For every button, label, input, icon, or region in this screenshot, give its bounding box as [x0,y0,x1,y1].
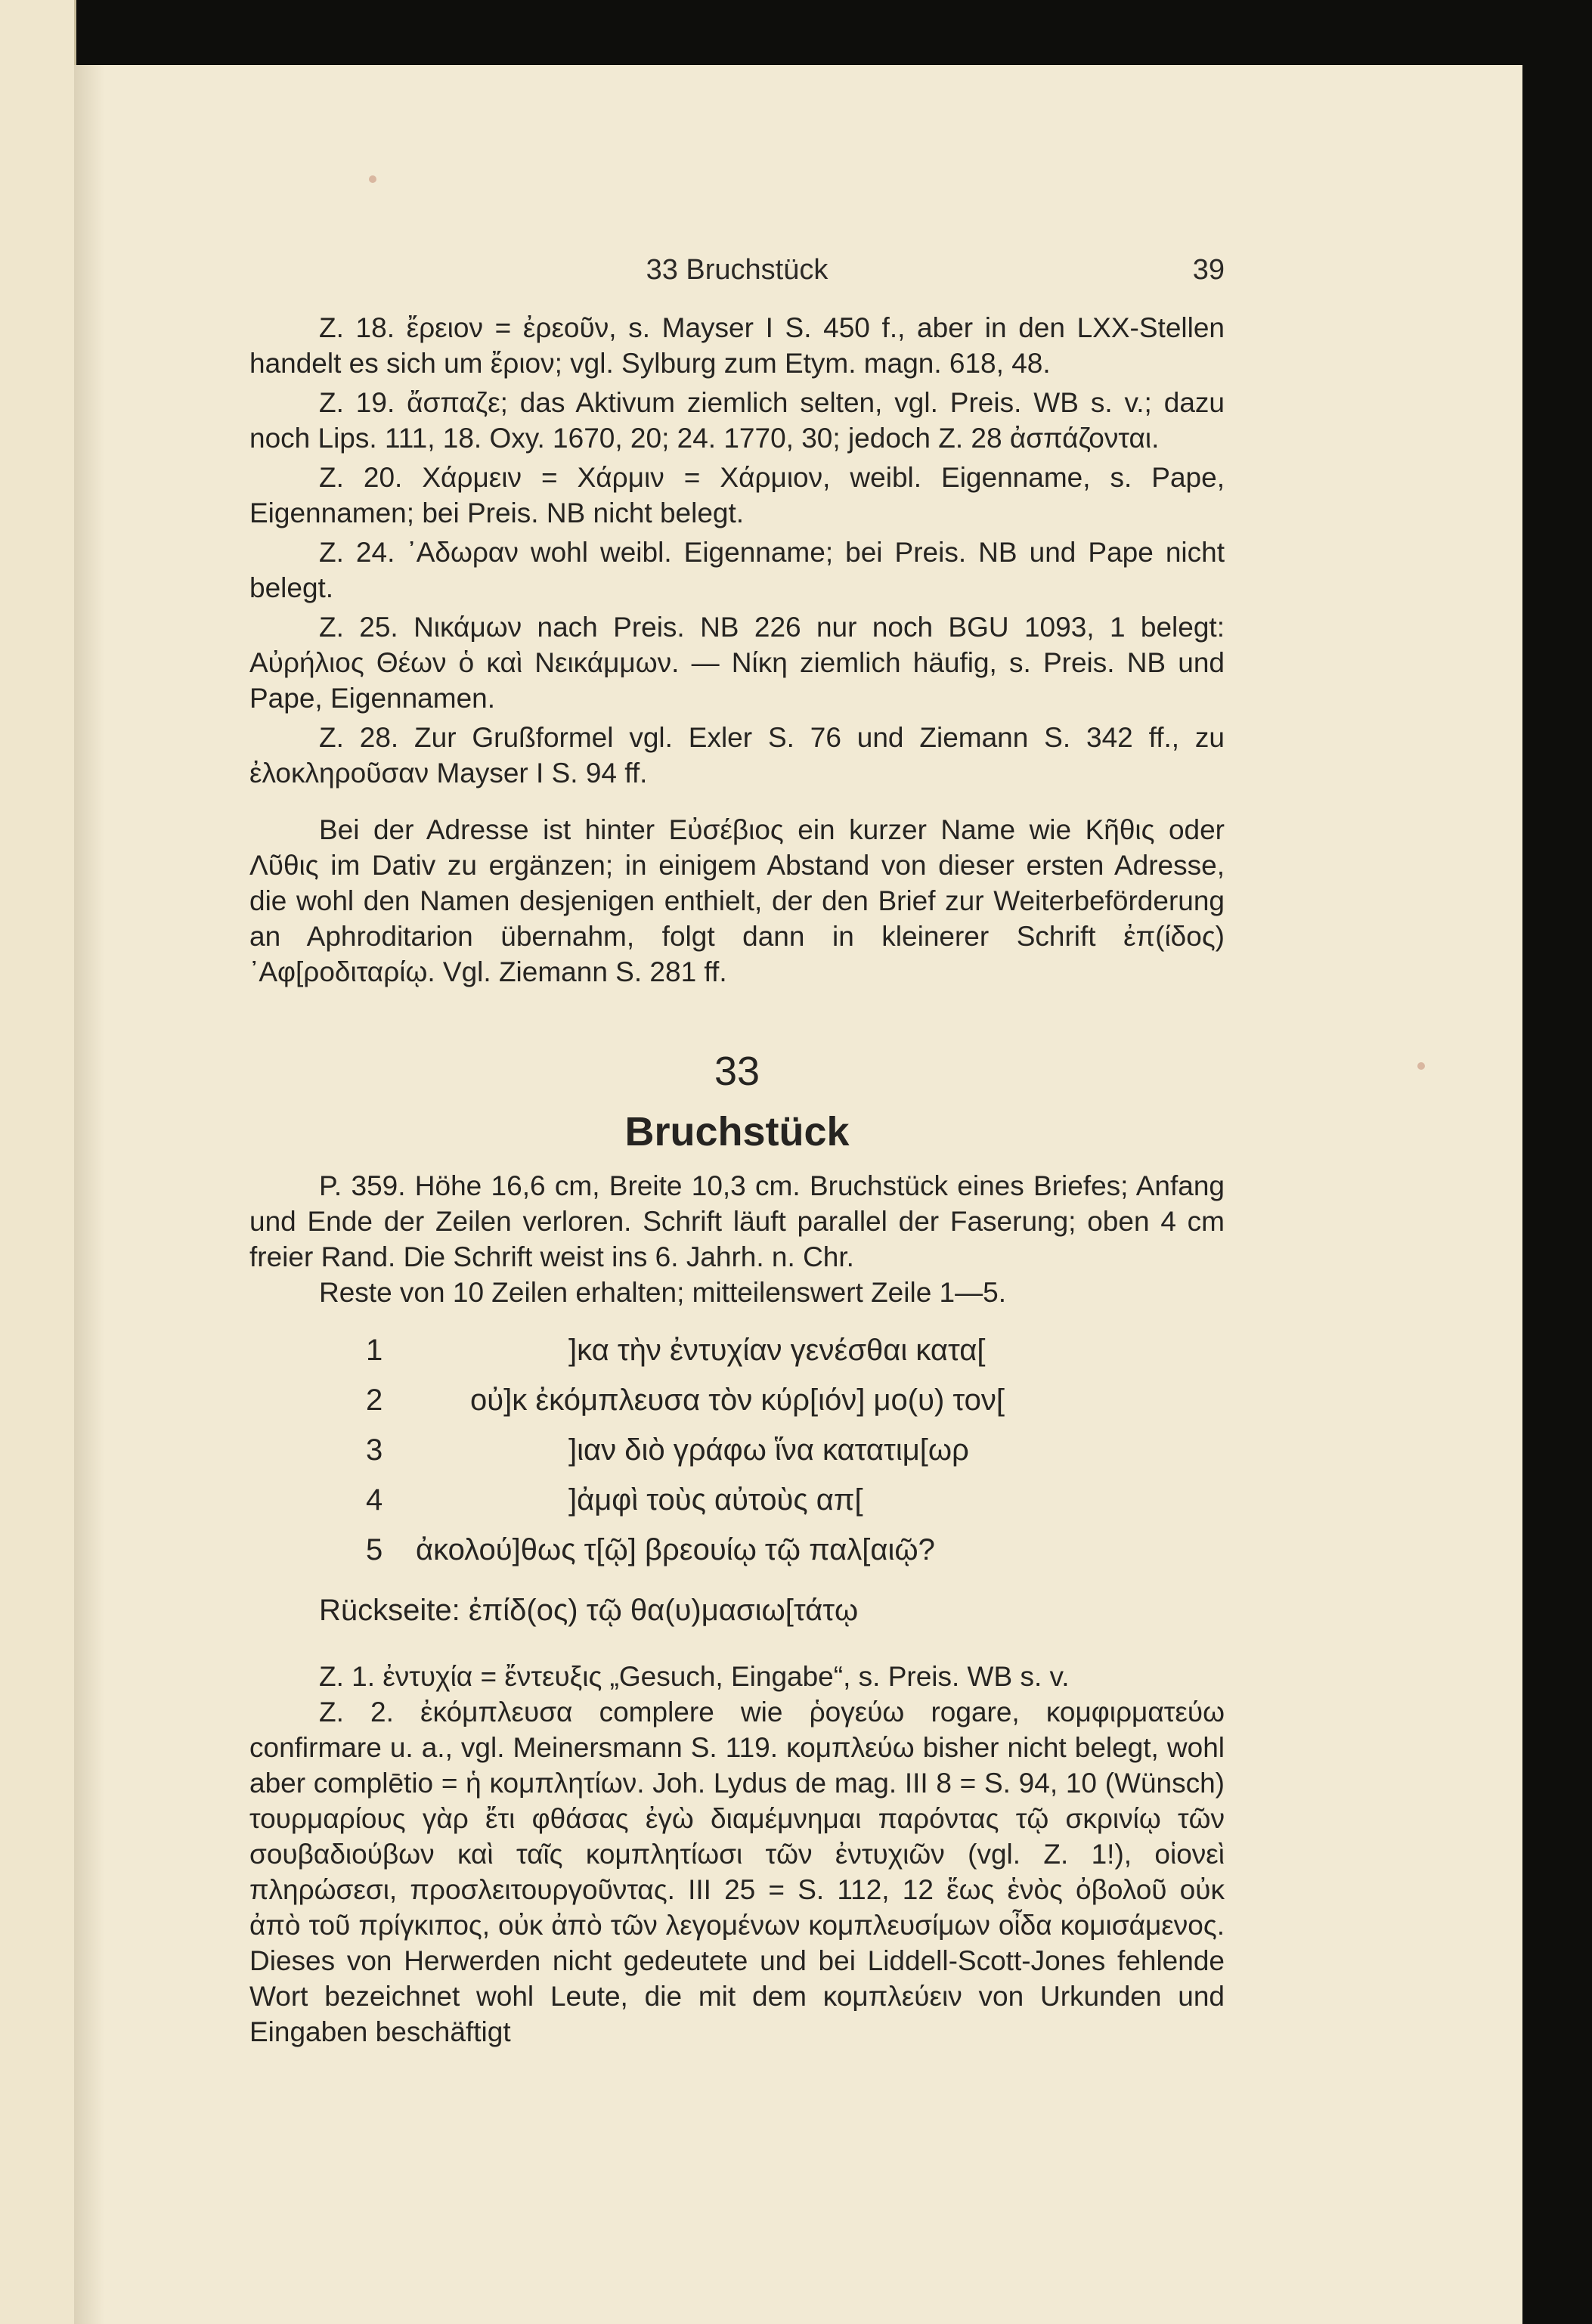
page-content [249,310,1225,2050]
note-z24: Z. 24. ᾿Αδωραν wohl weibl. Eigenname; bei Preis. NB und Pape nicht belegt. [249,537,1225,603]
line-number: 1 [366,1334,383,1367]
line-number: 2 [366,1384,383,1417]
greek-line [249,1333,1225,1383]
paper-spot [369,175,376,183]
running-title: 33 Bruchstück [646,254,829,286]
note-z28: Z. 28. Zur Grußformel vgl. Exler S. 76 und Ziemann S. 342 ff., zu ἐλοκληροῦσαν Mayser I S. 94 ff. [249,722,1225,789]
line-text: ]ιαν διὸ γράφω ἵνα κατατιμ[ωρ [568,1433,969,1467]
spine-shadow [74,65,104,2324]
section-number: 33 [714,1049,760,1094]
line-text: ]κα τὴν ἐντυχίαν γενέσθαι κατα[ [568,1334,986,1367]
greek-line [249,1383,1225,1433]
greek-text-lines [249,1333,1225,1582]
page-number: 39 [1192,254,1225,286]
section-title: Bruchstück [624,1109,850,1154]
paper-spot [1417,1062,1425,1070]
address-paragraph: Bei der Adresse ist hinter Εὐσέβιος ein kurzer Name wie Κῆθις oder Λῦθις im Dativ zu ergänzen; in einigem Abstand von dieser ersten Adresse, die wohl den Namen desjenigen enthielt, der den Brief zur Weiterbeförderung an Aphroditarion übernahm, folgt dann in kleinerer Schrift ἐπ(ίδος) ᾿Αφ[ροδιταρίῳ. Vgl. Ziemann S. 281 ff. [249,814,1225,987]
verso-line: Rückseite: ἐπίδ(ος) τῷ θα(υ)μασιω[τάτῳ [319,1594,859,1627]
line-text: ]ἀμφὶ τοὺς αὐτοὺς απ[ [568,1483,863,1517]
section-intro: P. 359. Höhe 16,6 cm, Breite 10,3 cm. Bruchstück eines Briefes; Anfang und Ende der Zeilen verloren. Schrift läuft parallel der Faserung; oben 4 cm freier Rand. Die Schrift weist ins 6. Jahrh. n. Chr. [249,1170,1225,1272]
greek-line [249,1532,1225,1582]
note-z20: Z. 20. Χάρμειν = Χάρμιν = Χάρμιον, weibl. Eigenname, s. Pape, Eigennamen; bei Preis. NB nicht belegt. [249,462,1225,528]
line-number: 3 [366,1433,383,1467]
section-intro-lines: Reste von 10 Zeilen erhalten; mitteilenswert Zeile 1—5. [319,1277,1006,1308]
line-text: ἀκολού]θως τ[ῷ] βρεουίῳ τῷ παλ[αιῷ? [416,1533,935,1566]
line-number: 5 [366,1533,383,1566]
commentary-z2: Z. 2. ἐκόμπλευσα complere wie ῥογεύω rogare, κομφιρματεύω confirmare u. a., vgl. Meinersmann S. 119. κομπλεύω bisher nicht belegt, wohl aber complētio = ἡ κομπλητίων. Joh. Lydus de mag. III 8 = S. 94, 10 (Wünsch) τουρμαρίους γὰρ ἔτι φθάσας ἐγὼ διαμέμνημαι παρόντας τῷ σκρινίῳ τῶν σουβαδιούβων καὶ ταῖς κομπλητίωσι τῶν ἐντυχιῶν (vgl. Z. 1!), οἱονεὶ πληρώσεσι, προσλειτουργοῦντας. III 25 = S. 112, 12 ἕως ἑνὸς ὀβολοῦ οὐκ ἀπὸ τοῦ πρίγκιπος, οὐκ ἀπὸ τῶν λεγομένων κομπλευσίμων οἶδα κομισάμενος. Dieses von Herwerden nicht gedeutete und bei Liddell-Scott-Jones fehlende Wort bezeichnet wohl Leute, die mit dem κομπλεύειν von Urkunden und Eingaben beschäftigt [249,1697,1225,2047]
greek-line [249,1433,1225,1483]
note-z19: Z. 19. ἄσπαζε; das Aktivum ziemlich selten, vgl. Preis. WB s. v.; dazu noch Lips. 111, 18. Oxy. 1670, 20; 24. 1770, 30; jedoch Z. 28 ἀσπάζονται. [249,387,1225,454]
line-number: 4 [366,1483,383,1517]
commentary-z1: Z. 1. ἐντυχία = ἔντευξις „Gesuch, Eingabe“, s. Preis. WB s. v. [319,1661,1070,1692]
greek-line [249,1483,1225,1532]
line-text: οὐ]κ ἐκόμπλευσα τὸν κύρ[ιόν] μο(υ) τον[ [470,1384,1005,1417]
previous-page-edge [0,0,76,2324]
note-z18: Z. 18. ἔρειον = ἐρεοῦν, s. Mayser I S. 450 f., aber in den LXX-Stellen handelt es sich um ἔριον; vgl. Sylburg zum Etym. magn. 618, 48. [249,312,1225,379]
note-z25: Z. 25. Νικάμων nach Preis. NB 226 nur noch BGU 1093, 1 belegt: Αὐρήλιος Θέων ὁ καὶ Νεικάμμων. — Νίκη ziemlich häufig, s. Preis. NB und Pape, Eigennamen. [249,612,1225,714]
